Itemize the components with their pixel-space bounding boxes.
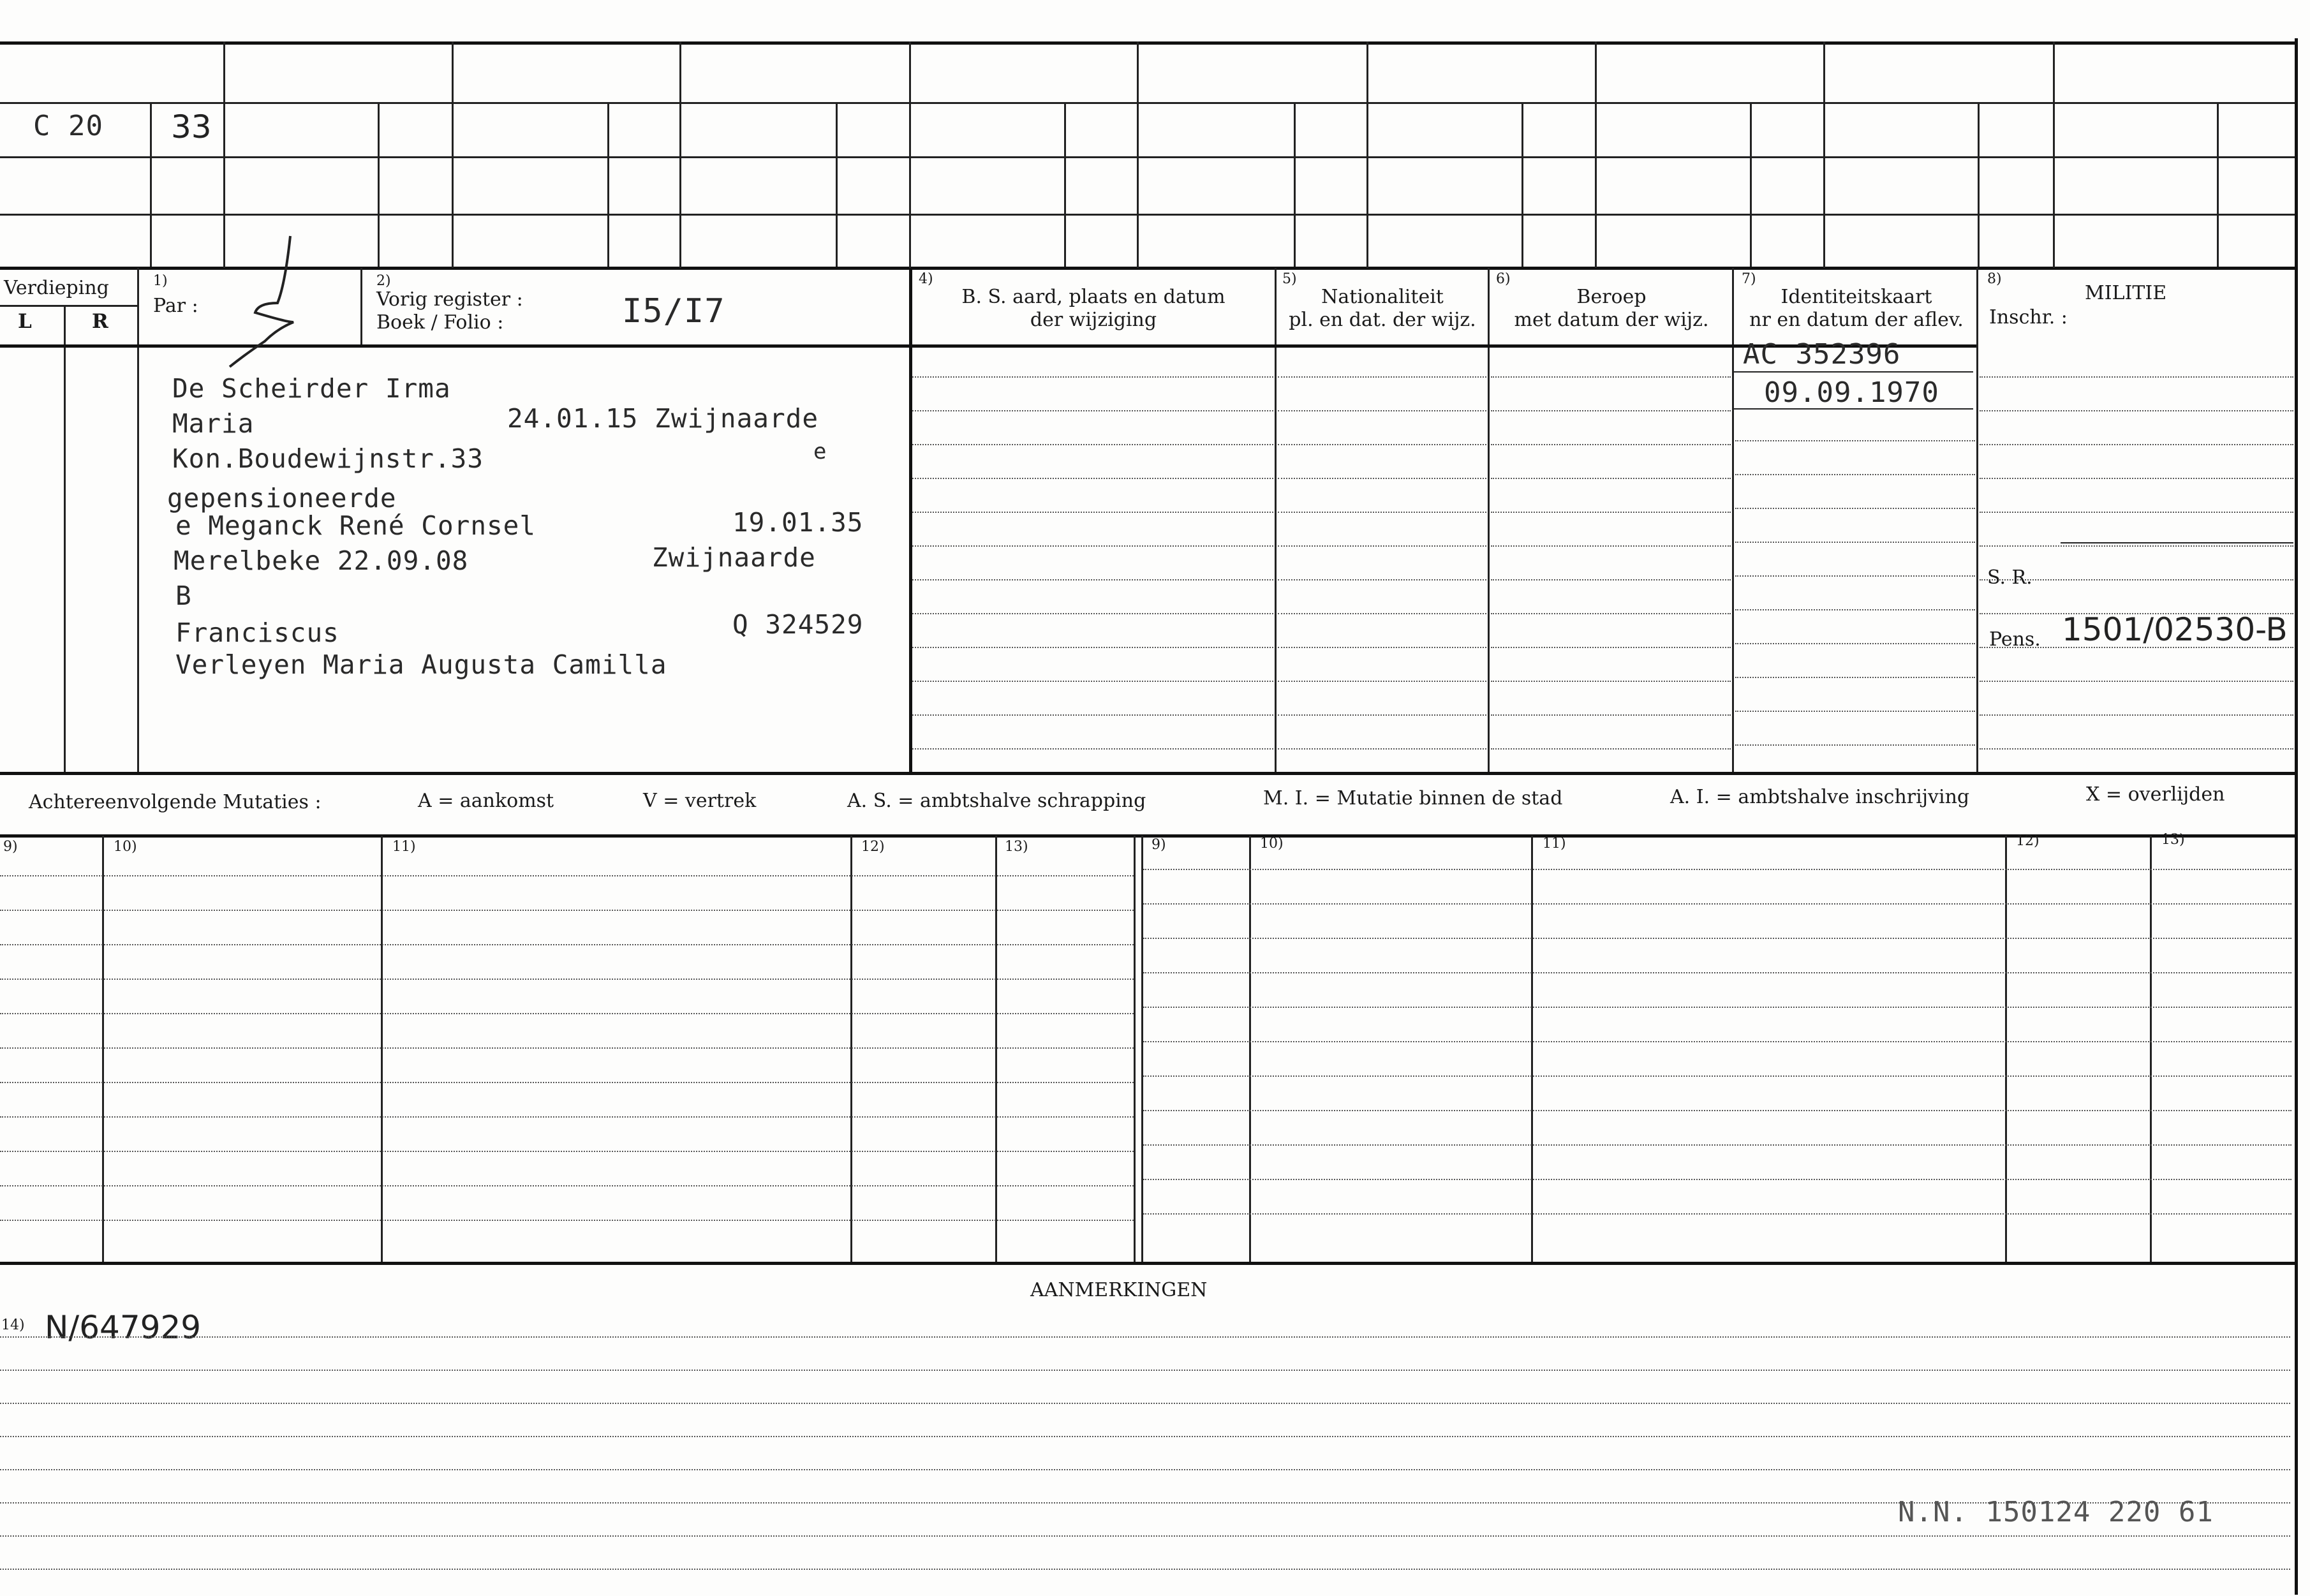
grid-col-line <box>1137 41 1139 268</box>
mutation-col-header: 9) <box>3 839 18 855</box>
remarks-title: AANMERKINGEN <box>1030 1279 1208 1301</box>
dotted-rule <box>0 1336 2290 1338</box>
legend-top-line <box>0 772 2295 775</box>
dotted-rule <box>1980 512 2293 513</box>
grid-row-line <box>0 102 2295 104</box>
grid-subcol-line <box>2217 102 2219 267</box>
dotted-rule <box>1143 1007 2291 1008</box>
person-line-spouse: e Meganck René Cornsel <box>175 510 537 541</box>
bs-header-line1: B. S. aard, plaats en datum <box>961 286 1225 308</box>
dotted-rule <box>1278 545 1486 547</box>
mutation-col-line <box>850 836 852 1263</box>
dotted-rule <box>1143 1213 2291 1215</box>
dotted-rule <box>0 1569 2290 1570</box>
mutation-col-line <box>1141 836 1143 1263</box>
militie-line <box>2061 542 2293 543</box>
pens-value: 1501/02530-B <box>2062 611 2288 648</box>
right-border <box>2295 38 2298 1595</box>
dotted-rule <box>912 512 1273 513</box>
mutation-col-line <box>102 836 104 1263</box>
header-col-line <box>1732 268 1734 772</box>
header-col-line <box>137 268 139 772</box>
beroep-header-line1: Beroep <box>1576 286 1647 308</box>
mutation-col-header: 12) <box>861 839 885 855</box>
verdieping-underline <box>0 305 137 307</box>
legend-aankomst: A = aankomst <box>418 790 554 812</box>
dotted-rule <box>0 1220 1134 1221</box>
person-line-spouse-birthplace: Merelbeke 22.09.08 <box>174 545 469 576</box>
par-label: Par : <box>153 295 198 317</box>
dotted-rule <box>1278 714 1486 716</box>
mutations-top-line <box>0 834 2295 838</box>
dotted-rule <box>1735 643 1975 644</box>
dotted-rule <box>1735 508 1975 509</box>
dotted-rule <box>1735 744 1975 746</box>
legend-title: Achtereenvolgende Mutaties : <box>29 791 322 813</box>
person-line-franciscus: Franciscus <box>175 617 339 648</box>
dotted-rule <box>1980 714 2293 716</box>
mutation-col-header: 13) <box>1005 839 1028 855</box>
grid-col-line <box>679 41 681 268</box>
identity-card-number: AC 352396 <box>1743 338 1901 371</box>
mutation-col-header: 11) <box>392 839 416 855</box>
mutation-col-header: 12) <box>2016 833 2040 849</box>
dotted-rule <box>1491 714 1731 716</box>
grid-subcol-line <box>1294 102 1296 267</box>
dotted-rule <box>0 1151 1134 1152</box>
grid-subcol-line <box>836 102 838 267</box>
mutation-col-line <box>1531 836 1533 1263</box>
dotted-rule <box>1143 1041 2291 1042</box>
grid-row-line <box>0 156 2295 158</box>
dotted-rule <box>912 714 1273 716</box>
dotted-rule <box>1278 613 1486 614</box>
mutation-col-line <box>2005 836 2007 1263</box>
person-line-code: Q 324529 <box>732 609 864 640</box>
dotted-rule <box>1143 972 2291 973</box>
identity-underline <box>1734 408 1973 410</box>
grid-subcol-line <box>150 102 152 267</box>
person-line-spouse-date: 19.01.35 <box>732 507 864 538</box>
dotted-rule <box>1735 542 1975 543</box>
identity-underline <box>1734 371 1973 373</box>
dotted-rule <box>1143 903 2291 905</box>
dotted-rule <box>1735 609 1975 610</box>
identiteitskaart-header-line2: nr en datum der aflev. <box>1749 309 1964 331</box>
dotted-rule <box>1980 748 2293 750</box>
dotted-rule <box>1278 512 1486 513</box>
grid-subcol-line <box>607 102 609 267</box>
dotted-rule <box>1143 938 2291 939</box>
dotted-rule <box>1980 410 2293 411</box>
nationaliteit-header-line2: pl. en dat. der wijz. <box>1289 309 1476 331</box>
grid-bottom-line <box>0 267 2295 270</box>
grid-subcol-line <box>378 102 380 267</box>
verdieping-label: Verdieping <box>4 277 109 299</box>
dotted-rule <box>1143 1075 2291 1077</box>
dotted-rule <box>1278 647 1486 648</box>
dotted-rule <box>1980 444 2293 445</box>
dotted-rule <box>1491 613 1731 614</box>
header-col-line <box>1488 268 1490 772</box>
mutation-col-line <box>1249 836 1251 1263</box>
grid-col-line <box>1595 41 1597 268</box>
dotted-rule <box>0 1370 2290 1371</box>
dotted-rule <box>1735 711 1975 712</box>
person-line-address: Kon.Boudewijnstr.33 <box>172 443 484 474</box>
dotted-rule <box>1143 1144 2291 1146</box>
dotted-rule <box>912 545 1273 547</box>
col6-number: 6) <box>1496 271 1511 287</box>
beroep-header-line2: met datum der wijz. <box>1514 309 1709 331</box>
dotted-rule <box>1491 681 1731 682</box>
dotted-rule <box>912 444 1273 445</box>
grid-col-line <box>223 41 225 268</box>
dotted-rule <box>0 944 1134 945</box>
dotted-rule <box>1491 748 1731 750</box>
legend-overlijden: X = overlijden <box>2086 783 2225 806</box>
signature-mark <box>226 233 316 370</box>
sr-label: S. R. <box>1987 566 2032 589</box>
dotted-rule <box>1278 444 1486 445</box>
header-col-line <box>1275 268 1277 772</box>
identity-card-date: 09.09.1970 <box>1764 376 1939 409</box>
person-line-place: Zwijnaarde <box>652 542 816 573</box>
col5-number: 5) <box>1282 271 1297 287</box>
dotted-rule <box>1143 1179 2291 1180</box>
dotted-rule <box>1278 478 1486 479</box>
militie-label: MILITIE <box>2085 282 2167 304</box>
r-label: R <box>92 310 108 333</box>
mutation-col-header: 13) <box>2161 832 2185 848</box>
top-border <box>0 41 2297 45</box>
person-line-b: B <box>175 580 192 611</box>
dotted-rule <box>0 910 1134 911</box>
dotted-rule <box>1491 545 1731 547</box>
dotted-rule <box>0 1116 1134 1118</box>
dotted-rule <box>1143 869 2291 870</box>
legend-vertrek: V = vertrek <box>643 790 757 812</box>
mutation-col-header: 10) <box>114 839 137 855</box>
dotted-rule <box>0 875 1134 876</box>
dotted-rule <box>912 681 1273 682</box>
dotted-rule <box>0 1185 1134 1186</box>
dotted-rule <box>1278 748 1486 750</box>
dotted-rule <box>0 1502 2290 1504</box>
dotted-rule <box>912 748 1273 750</box>
person-line-given-name: Maria <box>172 408 255 439</box>
vorig-register-label: Vorig register : <box>376 288 523 311</box>
dotted-rule <box>0 1013 1134 1014</box>
dotted-rule <box>1980 681 2293 682</box>
dotted-rule <box>912 410 1273 411</box>
grid-subcol-line <box>1750 102 1752 267</box>
dotted-rule <box>1491 647 1731 648</box>
col1-number: 1) <box>153 273 168 289</box>
person-line-birth: 24.01.15 Zwijnaarde <box>507 403 818 434</box>
dotted-rule <box>0 1469 2290 1470</box>
dotted-rule <box>912 613 1273 614</box>
grid-subcol-line <box>1978 102 1980 267</box>
mutation-col-header: 9) <box>1151 837 1166 853</box>
person-line-mark: e <box>813 439 827 464</box>
dotted-rule <box>1278 681 1486 682</box>
dotted-rule <box>1735 677 1975 678</box>
grid-col-line <box>452 41 454 268</box>
dotted-rule <box>1278 579 1486 580</box>
dotted-rule <box>912 579 1273 580</box>
dotted-rule <box>1491 410 1731 411</box>
dotted-rule <box>1278 410 1486 411</box>
dotted-rule <box>912 376 1273 378</box>
mutation-col-line <box>1134 836 1136 1263</box>
nationaliteit-header-line1: Nationaliteit <box>1321 286 1444 308</box>
dotted-rule <box>1491 444 1731 445</box>
grid-row-line <box>0 214 2295 216</box>
dotted-rule <box>0 1403 2290 1404</box>
person-line-name: De Scheirder Irma <box>172 373 451 404</box>
dotted-rule <box>912 647 1273 648</box>
dotted-rule <box>0 1047 1134 1049</box>
mutation-col-line <box>381 836 383 1263</box>
remarks-number: 14) <box>1 1317 25 1333</box>
grid-col-line <box>1823 41 1825 268</box>
grid-col-line <box>2053 41 2055 268</box>
dotted-rule <box>1491 376 1731 378</box>
header-col-line <box>360 268 362 344</box>
dotted-rule <box>0 1535 2290 1537</box>
person-line-occupation: gepensioneerde <box>167 483 397 514</box>
dotted-rule <box>1980 376 2293 378</box>
pens-label: Pens. <box>1989 628 2041 651</box>
grid-subcol-line <box>1521 102 1523 267</box>
dotted-rule <box>1980 545 2293 547</box>
dotted-rule <box>1735 474 1975 475</box>
dotted-rule <box>1491 579 1731 580</box>
legend-inschrijving: A. I. = ambtshalve inschrijving <box>1670 786 1970 808</box>
col4-number: 4) <box>919 271 933 287</box>
dotted-rule <box>0 979 1134 980</box>
legend-schrapping: A. S. = ambtshalve schrapping <box>847 790 1146 812</box>
col8-number: 8) <box>1987 271 2002 287</box>
mutation-col-line <box>2150 836 2152 1263</box>
dotted-rule <box>1491 512 1731 513</box>
dotted-rule <box>912 478 1273 479</box>
reference-code: C 20 <box>33 110 103 142</box>
header-col-line <box>909 268 912 772</box>
dotted-rule <box>1735 440 1975 441</box>
boek-folio-label: Boek / Folio : <box>376 311 504 334</box>
verdieping-split <box>64 305 66 772</box>
col7-number: 7) <box>1742 271 1756 287</box>
dotted-rule <box>0 1082 1134 1083</box>
grid-subcol-line <box>1064 102 1066 267</box>
dotted-rule <box>1980 478 2293 479</box>
grid-col-line <box>1366 41 1368 268</box>
house-number: 33 <box>171 108 212 145</box>
national-number: N.N. 150124 220 61 <box>1898 1496 2214 1528</box>
grid-col-line <box>909 41 911 268</box>
mutation-col-header: 10) <box>1260 836 1284 852</box>
dotted-rule <box>1491 478 1731 479</box>
inschr-label: Inschr. : <box>1989 306 2068 329</box>
remarks-value: N/647929 <box>45 1309 202 1346</box>
legend-mutatie: M. I. = Mutatie binnen de stad <box>1263 787 1563 809</box>
mutation-col-line <box>995 836 997 1263</box>
boek-folio-value: I5/I7 <box>622 292 725 330</box>
l-label: L <box>18 310 32 333</box>
mutation-col-header: 11) <box>1543 836 1566 852</box>
identiteitskaart-header-line1: Identiteitskaart <box>1781 286 1932 308</box>
bs-header-line2: der wijziging <box>1030 309 1157 331</box>
person-line-mother: Verleyen Maria Augusta Camilla <box>175 649 667 680</box>
dotted-rule <box>0 1436 2290 1437</box>
dotted-rule <box>1143 1110 2291 1111</box>
remarks-top-line <box>0 1262 2295 1265</box>
header-col-line <box>1976 268 1978 772</box>
col2-number: 2) <box>376 273 391 289</box>
dotted-rule <box>1735 575 1975 577</box>
dotted-rule <box>1278 376 1486 378</box>
